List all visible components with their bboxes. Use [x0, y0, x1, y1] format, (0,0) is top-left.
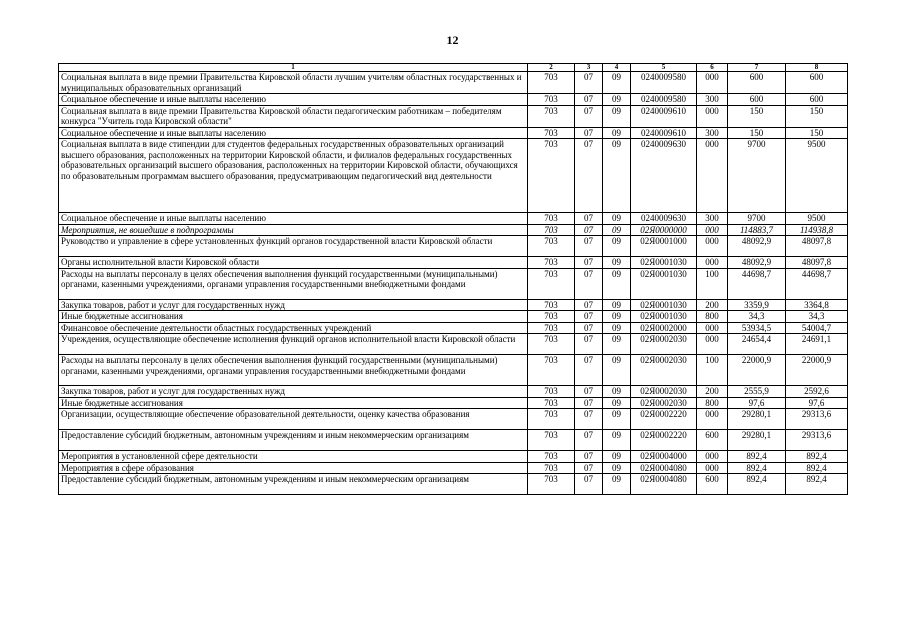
row-name-cell: Социальное обеспечение и иные выплаты населению [59, 127, 528, 139]
row-name-cell: Мероприятия в установленной сфере деятельности [59, 451, 528, 463]
target-article-cell: 02Я0004080 [631, 462, 697, 474]
expense-type-cell: 600 [697, 474, 728, 495]
row-name-cell: Закупка товаров, работ и услуг для государственных нужд [59, 299, 528, 311]
subsection-cell: 09 [603, 127, 631, 139]
table-row [59, 299, 848, 311]
table-row [59, 355, 848, 386]
amount-year2-cell: 2592,6 [786, 386, 848, 398]
expense-type-cell: 600 [697, 430, 728, 451]
expense-type-cell: 000 [697, 257, 728, 269]
target-article-cell: 02Я0002030 [631, 334, 697, 355]
page-number: 12 [446, 33, 459, 47]
ministry-code-cell: 703 [528, 334, 575, 355]
subsection-cell: 09 [603, 334, 631, 355]
table-row [59, 409, 848, 430]
target-article-cell: 02Я0004000 [631, 451, 697, 463]
ministry-code-cell: 703 [528, 299, 575, 311]
row-name-cell: Предоставление субсидий бюджетным, автономным учреждениям и иным некоммерческим организациям [59, 430, 528, 451]
subsection-cell: 09 [603, 94, 631, 106]
section-cell: 07 [575, 322, 603, 334]
row-name-cell: Учреждения, осуществляющие обеспечение исполнения функций органов исполнительной власти Кировской области [59, 334, 528, 355]
ministry-code-cell: 703 [528, 268, 575, 299]
table-body [59, 64, 848, 495]
expense-type-cell: 200 [697, 299, 728, 311]
table-row [59, 213, 848, 225]
amount-year2-cell: 34,3 [786, 311, 848, 323]
row-name-cell: Расходы на выплаты персоналу в целях обеспечения выполнения функций государственными (муниципальными) органами, казенными учреждениями, органами управления государственными внебюджетными фондами [59, 355, 528, 386]
subsection-cell: 09 [603, 474, 631, 495]
subsection-cell: 09 [603, 386, 631, 398]
section-cell: 07 [575, 139, 603, 213]
amount-year2-cell: 44698,7 [786, 268, 848, 299]
amount-year1-cell: 29280,1 [728, 430, 786, 451]
table-row [59, 72, 848, 94]
amount-year2-cell: 48097,8 [786, 257, 848, 269]
ministry-code-cell: 703 [528, 236, 575, 257]
expense-type-cell: 000 [697, 409, 728, 430]
table-row [59, 224, 848, 236]
row-name-cell: Социальная выплата в виде премии Правительства Кировской области педагогическим работникам – победителям конкурса "Учитель года Кировской области" [59, 105, 528, 127]
amount-year1-cell: 44698,7 [728, 268, 786, 299]
target-article-cell: 02Я0002030 [631, 386, 697, 398]
expense-type-cell: 000 [697, 334, 728, 355]
expense-type-cell: 100 [697, 355, 728, 386]
amount-year2-cell: 48097,8 [786, 236, 848, 257]
ministry-code-cell: 703 [528, 213, 575, 225]
row-name-cell: Социальная выплата в виде премии Правительства Кировской области лучшим учителям областных государственных и муниципальных образовательных организаций [59, 72, 528, 94]
row-name-cell: Мероприятия в сфере образования [59, 462, 528, 474]
subsection-cell: 09 [603, 322, 631, 334]
section-cell: 07 [575, 386, 603, 398]
row-name-cell: Иные бюджетные ассигнования [59, 311, 528, 323]
subsection-cell: 09 [603, 236, 631, 257]
amount-year2-cell: 97,6 [786, 397, 848, 409]
target-article-cell: 02Я0002030 [631, 397, 697, 409]
expense-type-cell: 000 [697, 72, 728, 94]
section-cell: 07 [575, 268, 603, 299]
ministry-code-cell: 703 [528, 322, 575, 334]
column-number: 1 [59, 64, 528, 72]
row-name-cell: Расходы на выплаты персоналу в целях обеспечения выполнения функций государственными (муниципальными) органами, казенными учреждениями, органами управления государственными внебюджетными фондами [59, 268, 528, 299]
section-cell: 07 [575, 236, 603, 257]
amount-year2-cell: 600 [786, 72, 848, 94]
section-cell: 07 [575, 397, 603, 409]
table-row [59, 462, 848, 474]
amount-year1-cell: 22000,9 [728, 355, 786, 386]
target-article-cell: 02Я0002220 [631, 409, 697, 430]
table-row [59, 236, 848, 257]
subsection-cell: 09 [603, 409, 631, 430]
expense-type-cell: 000 [697, 224, 728, 236]
amount-year2-cell: 9500 [786, 213, 848, 225]
section-cell: 07 [575, 127, 603, 139]
target-article-cell: 02Я0001030 [631, 299, 697, 311]
column-number: 3 [575, 64, 603, 72]
column-number: 5 [631, 64, 697, 72]
ministry-code-cell: 703 [528, 127, 575, 139]
table-row [59, 257, 848, 269]
amount-year1-cell: 48092,9 [728, 257, 786, 269]
table-row [59, 127, 848, 139]
amount-year2-cell: 892,4 [786, 451, 848, 463]
row-name-cell: Мероприятия, не вошедшие в подпрограммы [59, 224, 528, 236]
expense-type-cell: 000 [697, 236, 728, 257]
ministry-code-cell: 703 [528, 386, 575, 398]
column-number: 7 [728, 64, 786, 72]
ministry-code-cell: 703 [528, 105, 575, 127]
column-number: 4 [603, 64, 631, 72]
section-cell: 07 [575, 311, 603, 323]
subsection-cell: 09 [603, 257, 631, 269]
ministry-code-cell: 703 [528, 397, 575, 409]
amount-year2-cell: 22000,9 [786, 355, 848, 386]
subsection-cell: 09 [603, 451, 631, 463]
amount-year1-cell: 9700 [728, 139, 786, 213]
target-article-cell: 02Я0001030 [631, 311, 697, 323]
ministry-code-cell: 703 [528, 430, 575, 451]
target-article-cell: 02Я0002030 [631, 355, 697, 386]
table-row [59, 386, 848, 398]
amount-year2-cell: 892,4 [786, 474, 848, 495]
target-article-cell: 0240009630 [631, 139, 697, 213]
section-cell: 07 [575, 451, 603, 463]
row-name-cell: Социальное обеспечение и иные выплаты населению [59, 213, 528, 225]
subsection-cell: 09 [603, 224, 631, 236]
table-row [59, 451, 848, 463]
target-article-cell: 02Я0002220 [631, 430, 697, 451]
subsection-cell: 09 [603, 355, 631, 386]
expense-type-cell: 800 [697, 397, 728, 409]
subsection-cell: 09 [603, 462, 631, 474]
row-name-cell: Предоставление субсидий бюджетным, автономным учреждениям и иным некоммерческим организациям [59, 474, 528, 495]
section-cell: 07 [575, 105, 603, 127]
amount-year2-cell: 114938,8 [786, 224, 848, 236]
row-name-cell: Социальная выплата в виде стипендии для студентов федеральных государственных образовательных организаций высшего образования, расположенных на территории Кировской области, и филиалов федеральных государственных образовательных организаций высшего образования, расположенных на территории Кировской области, обучающихся по образовательным программам высшего образования, предусматривающим педагогический вид деятельности [59, 139, 528, 213]
section-cell: 07 [575, 430, 603, 451]
expense-type-cell: 000 [697, 105, 728, 127]
column-number-row [59, 64, 848, 72]
expense-type-cell: 000 [697, 451, 728, 463]
amount-year1-cell: 600 [728, 72, 786, 94]
table-row [59, 94, 848, 106]
table-row [59, 322, 848, 334]
subsection-cell: 09 [603, 299, 631, 311]
subsection-cell: 09 [603, 105, 631, 127]
subsection-cell: 09 [603, 213, 631, 225]
ministry-code-cell: 703 [528, 474, 575, 495]
subsection-cell: 09 [603, 430, 631, 451]
amount-year1-cell: 2555,9 [728, 386, 786, 398]
expense-type-cell: 800 [697, 311, 728, 323]
ministry-code-cell: 703 [528, 355, 575, 386]
expense-type-cell: 200 [697, 386, 728, 398]
target-article-cell: 02Я0001030 [631, 268, 697, 299]
ministry-code-cell: 703 [528, 409, 575, 430]
row-name-cell: Закупка товаров, работ и услуг для государственных нужд [59, 386, 528, 398]
row-name-cell: Руководство и управление в сфере установленных функций органов государственной власти Кировской области [59, 236, 528, 257]
ministry-code-cell: 703 [528, 94, 575, 106]
amount-year2-cell: 24691,1 [786, 334, 848, 355]
section-cell: 07 [575, 409, 603, 430]
target-article-cell: 0240009630 [631, 213, 697, 225]
expense-type-cell: 300 [697, 213, 728, 225]
target-article-cell: 02Я0000000 [631, 224, 697, 236]
table-row [59, 430, 848, 451]
amount-year1-cell: 53934,5 [728, 322, 786, 334]
amount-year2-cell: 29313,6 [786, 409, 848, 430]
amount-year1-cell: 29280,1 [728, 409, 786, 430]
target-article-cell: 0240009580 [631, 94, 697, 106]
amount-year1-cell: 97,6 [728, 397, 786, 409]
amount-year2-cell: 150 [786, 105, 848, 127]
amount-year2-cell: 150 [786, 127, 848, 139]
amount-year2-cell: 29313,6 [786, 430, 848, 451]
section-cell: 07 [575, 462, 603, 474]
amount-year1-cell: 892,4 [728, 462, 786, 474]
amount-year1-cell: 9700 [728, 213, 786, 225]
expense-type-cell: 000 [697, 139, 728, 213]
column-number: 8 [786, 64, 848, 72]
amount-year1-cell: 892,4 [728, 451, 786, 463]
ministry-code-cell: 703 [528, 311, 575, 323]
section-cell: 07 [575, 474, 603, 495]
amount-year2-cell: 54004,7 [786, 322, 848, 334]
row-name-cell: Органы исполнительной власти Кировской области [59, 257, 528, 269]
amount-year2-cell: 892,4 [786, 462, 848, 474]
expense-type-cell: 000 [697, 322, 728, 334]
budget-table [58, 63, 848, 495]
target-article-cell: 0240009610 [631, 105, 697, 127]
expense-type-cell: 100 [697, 268, 728, 299]
row-name-cell: Организации, осуществляющие обеспечение образовательной деятельности, оценку качества образования [59, 409, 528, 430]
amount-year2-cell: 3364,8 [786, 299, 848, 311]
amount-year1-cell: 150 [728, 127, 786, 139]
subsection-cell: 09 [603, 72, 631, 94]
ministry-code-cell: 703 [528, 451, 575, 463]
subsection-cell: 09 [603, 139, 631, 213]
amount-year2-cell: 9500 [786, 139, 848, 213]
row-name-cell: Иные бюджетные ассигнования [59, 397, 528, 409]
subsection-cell: 09 [603, 268, 631, 299]
subsection-cell: 09 [603, 311, 631, 323]
ministry-code-cell: 703 [528, 257, 575, 269]
ministry-code-cell: 703 [528, 139, 575, 213]
table-row [59, 139, 848, 213]
amount-year1-cell: 150 [728, 105, 786, 127]
expense-type-cell: 300 [697, 127, 728, 139]
section-cell: 07 [575, 299, 603, 311]
amount-year1-cell: 24654,4 [728, 334, 786, 355]
section-cell: 07 [575, 224, 603, 236]
table-row [59, 311, 848, 323]
amount-year1-cell: 34,3 [728, 311, 786, 323]
target-article-cell: 02Я0004080 [631, 474, 697, 495]
table-row [59, 474, 848, 495]
target-article-cell: 0240009580 [631, 72, 697, 94]
column-number: 2 [528, 64, 575, 72]
target-article-cell: 02Я0001000 [631, 236, 697, 257]
column-number: 6 [697, 64, 728, 72]
section-cell: 07 [575, 213, 603, 225]
section-cell: 07 [575, 72, 603, 94]
table-row [59, 334, 848, 355]
target-article-cell: 02Я0001030 [631, 257, 697, 269]
subsection-cell: 09 [603, 397, 631, 409]
section-cell: 07 [575, 355, 603, 386]
ministry-code-cell: 703 [528, 72, 575, 94]
table-row [59, 397, 848, 409]
section-cell: 07 [575, 94, 603, 106]
section-cell: 07 [575, 334, 603, 355]
target-article-cell: 0240009610 [631, 127, 697, 139]
amount-year1-cell: 3359,9 [728, 299, 786, 311]
ministry-code-cell: 703 [528, 462, 575, 474]
table-row [59, 105, 848, 127]
expense-type-cell: 000 [697, 462, 728, 474]
amount-year1-cell: 892,4 [728, 474, 786, 495]
amount-year1-cell: 600 [728, 94, 786, 106]
ministry-code-cell: 703 [528, 224, 575, 236]
expense-type-cell: 300 [697, 94, 728, 106]
amount-year2-cell: 600 [786, 94, 848, 106]
amount-year1-cell: 48092,9 [728, 236, 786, 257]
table-row [59, 268, 848, 299]
amount-year1-cell: 114883,7 [728, 224, 786, 236]
target-article-cell: 02Я0002000 [631, 322, 697, 334]
section-cell: 07 [575, 257, 603, 269]
row-name-cell: Социальное обеспечение и иные выплаты населению [59, 94, 528, 106]
row-name-cell: Финансовое обеспечение деятельности областных государственных учреждений [59, 322, 528, 334]
